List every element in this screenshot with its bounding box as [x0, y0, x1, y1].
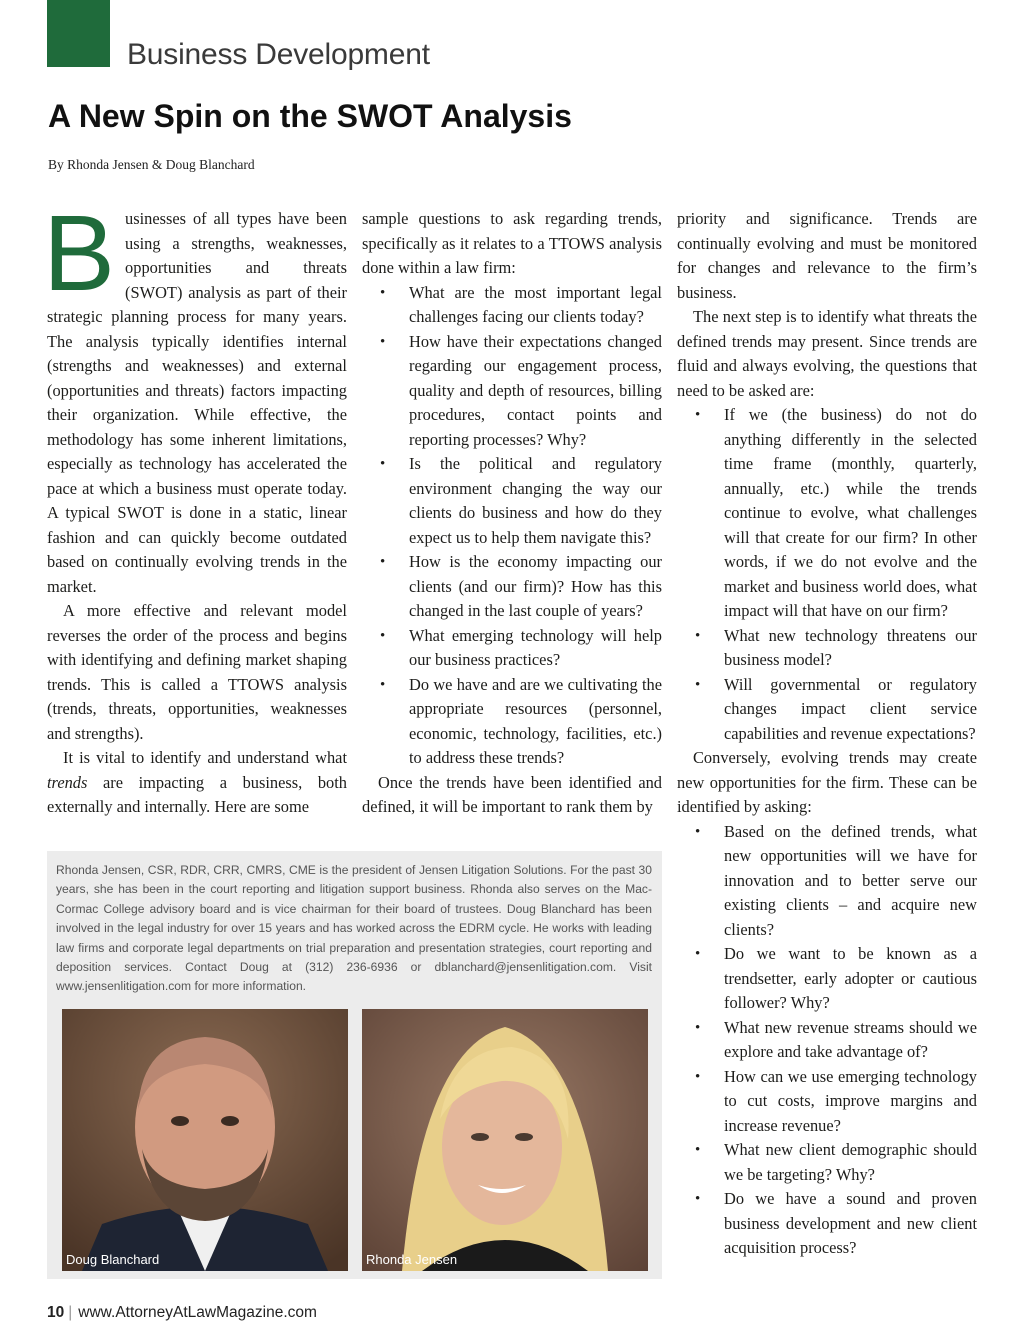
paragraph-ttows: A more effective and relevant model reverses the order of the process and begins with identifying and defining market shaping trends. This is called a TTOWS analysis (trends, threats, opportunities, weaknesses and strengths).	[47, 601, 347, 743]
magazine-url: www.AttorneyAtLawMagazine.com	[78, 1304, 317, 1321]
opportunity-question-item: • Do we have a sound and proven business development and new client acquisition process?	[677, 1187, 977, 1261]
portrait-woman-image	[362, 1009, 648, 1271]
paragraph-opportunities: Conversely, evolving trends may create new opportunities for the firm. These can be identified by asking:	[677, 748, 977, 816]
trend-question-item: • Is the political and regulatory environment changing the way our clients do business and how do they expect us to help them navigate this?	[362, 452, 662, 550]
trend-question-list	[362, 281, 662, 771]
article-title: A New Spin on the SWOT Analysis	[48, 98, 572, 134]
byline: By Rhonda Jensen & Doug Blanchard	[48, 157, 255, 172]
trends-text-end: are impacting a business, both externally and internally. Here are some	[47, 772, 347, 816]
trend-question-item: • What emerging technology will help our business practices?	[362, 624, 662, 673]
threat-question-item: • Will governmental or regulatory changes impact client service capabilities and revenue expectations?	[677, 673, 977, 747]
continued-paragraph: priority and significance. Trends are continually evolving and must be monitored for changes and relevance to the firm’s business.	[677, 209, 977, 302]
page-number: 10	[47, 1304, 65, 1321]
paragraph-ranking: Once the trends have been identified and defined, it will be important to rank them by	[362, 772, 662, 816]
photo-caption: Doug Blanchard	[66, 1252, 160, 1267]
trend-question-item: • Do we have and are we cultivating the appropriate resources (personnel, economic, technology, facilities, etc.) to address these trends?	[362, 673, 662, 771]
intro-text: usinesses of all types have been using a strengths, weaknesses, opportunities and threats (SWOT) analysis as part of their strategic planning process for many years. The analysis typically identifies internal (strengths and weaknesses) and external (opportunities and threats) factors impacting their organization. While effective, the methodology has some inherent limitations, especially as technology has accelerated the pace at which a business must operate today. A typical SWOT is done in a static, linear fashion and can quickly become outdated based on continually evolving trends in the market.	[47, 209, 347, 596]
opportunity-question-item: • How can we use emerging technology to cut costs, improve margins and increase revenue?	[677, 1065, 977, 1139]
trend-question-item: • How have their expectations changed regarding our engagement process, quality and depth of resources, billing procedures, contact points and reporting processes? Why?	[362, 330, 662, 453]
opportunity-question-item: • What new revenue streams should we explore and take advantage of?	[677, 1016, 977, 1065]
trends-text-start: It is vital to identify and understand what	[63, 748, 347, 767]
trends-emphasis: trends	[47, 772, 88, 792]
opportunity-question-item: • Based on the defined trends, what new opportunities will we have for innovation and to better serve our existing clients – and acquire new clients?	[677, 820, 977, 943]
photo-caption: Rhonda Jensen	[366, 1252, 458, 1267]
trend-question-item: • What are the most important legal challenges facing our clients today?	[362, 281, 662, 330]
paragraph-trends	[47, 746, 347, 820]
trend-question-item: • How is the economy impacting our clients (and our firm)? How has this changed in the last couple of years?	[362, 550, 662, 624]
column-3	[677, 207, 977, 1261]
portrait-man-image	[62, 1009, 348, 1271]
opportunity-question-item: • What new client demographic should we be targeting? Why?	[677, 1138, 977, 1187]
section-color-block	[47, 0, 110, 67]
continued-paragraph: sample questions to ask regarding trends, specifically as it relates to a TTOWS analysis done within a law firm:	[362, 209, 662, 277]
threat-question-list	[677, 403, 977, 746]
intro-paragraph	[43, 192, 347, 599]
page-footer	[47, 1304, 317, 1322]
section-label: Business Development	[127, 38, 430, 71]
drop-cap: B	[43, 192, 116, 313]
paragraph-threats: The next step is to identify what threats the defined trends may present. Since trends are fluid and always evolving, the questions that need to be asked are:	[677, 307, 977, 400]
threat-question-item: • What new technology threatens our business model?	[677, 624, 977, 673]
author-bio-text: Rhonda Jensen, CSR, RDR, CRR, CMRS, CME is the president of Jensen Litigation Solutions. For the past 30 years, she has been in the court reporting and litigation support business. Rhonda also serves on the Mac-Cormac College advisory board and is vice chairman for their board of trustees. Doug Blanchard has been involved in the legal industry for over 15 years and has worked across the EDRM cycle. He works with leading law firms and corporate legal departments on trial preparation and presentation strategies, court reporting and deposition services. Contact Doug at (312) 236-6936 or dblanchard@jensenlitigation.com. Visit www.jensenlitigation.com for more information.	[56, 863, 652, 994]
photo-rhonda-jensen	[362, 1009, 648, 1271]
opportunity-question-list	[677, 820, 977, 1261]
opportunity-question-item: • Do we want to be known as a trendsetter, early adopter or cautious follower? Why?	[677, 942, 977, 1016]
column-1	[43, 192, 347, 820]
footer-separator: |	[68, 1304, 73, 1321]
threat-question-item: • If we (the business) do not do anything differently in the selected time frame (monthly, quarterly, annually, etc.) while the trends continue to evolve, what challenges will that create for our firm? In other words, if we do not evolve and the market and business world does, what impact will that have on our firm?	[677, 403, 977, 624]
photo-doug-blanchard	[62, 1009, 348, 1271]
column-2	[362, 207, 662, 820]
